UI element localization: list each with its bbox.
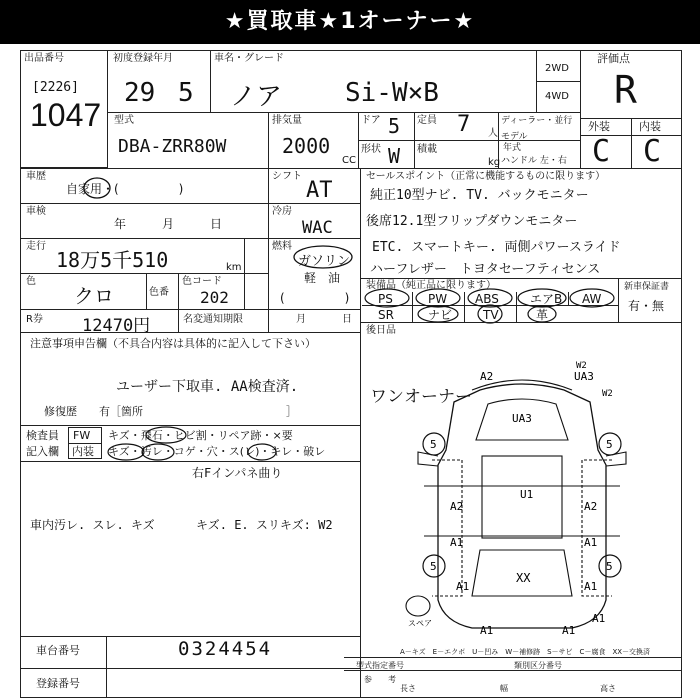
- svg-text:5: 5: [430, 560, 437, 573]
- inspector-circles: [104, 426, 354, 462]
- color-no-label: 色番: [149, 287, 169, 298]
- equip-aw: AW: [582, 292, 602, 306]
- km-label: km: [226, 262, 242, 273]
- kg-label: kg: [488, 157, 501, 168]
- color-label: 色: [26, 276, 36, 287]
- wd4-label: 4WD: [545, 91, 569, 102]
- shaken-date: 年 月 日: [114, 217, 223, 231]
- svg-text:A1: A1: [562, 624, 576, 637]
- wd2-label: 2WD: [545, 63, 569, 74]
- equip-pw: PW: [428, 292, 448, 306]
- exterior-value: C: [592, 134, 611, 169]
- svg-text:A2: A2: [450, 500, 464, 513]
- inspector-label: 検査員: [26, 429, 59, 442]
- name-change-day: 日: [342, 314, 352, 325]
- sales-point-1: 純正10型ナビ. TV. バックモニター: [370, 188, 589, 203]
- repair-history: 修復歴 有［箇所 ］: [44, 405, 297, 418]
- name-change-label: 名変通知期限: [183, 314, 243, 325]
- svg-text:A1: A1: [592, 612, 606, 625]
- svg-text:A2: A2: [480, 370, 494, 383]
- length-label: 長さ: [400, 684, 416, 693]
- model-name: ノア: [230, 82, 283, 112]
- fuel-circle: [292, 244, 354, 270]
- svg-text:A1: A1: [584, 580, 598, 593]
- mileage-value: 18万5千510: [56, 248, 169, 272]
- svg-text:UA3: UA3: [574, 370, 594, 383]
- lot-label: 出品番号: [24, 53, 64, 64]
- svg-text:XX: XX: [516, 571, 531, 585]
- capacity-label: 定員: [417, 115, 437, 126]
- sales-point-2: 後席12.1型フリップダウンモニター: [366, 214, 578, 229]
- type-designation-label: 型式指定番号: [356, 661, 404, 670]
- svg-text:UA3: UA3: [512, 412, 532, 425]
- equip-abs: ABS: [475, 292, 499, 306]
- fw-label: FW: [73, 429, 91, 442]
- model-type-label: 型式: [114, 115, 134, 126]
- history-options: 自家用・( ): [66, 182, 184, 196]
- aircon-label: 冷房: [272, 206, 292, 217]
- shaken-label: 車検: [26, 206, 46, 217]
- fw-items: キズ・飛石・ヒビ割・リペア跡・×要: [108, 429, 293, 442]
- svg-text:5: 5: [606, 438, 613, 451]
- interior-label: 内装: [639, 120, 661, 133]
- svg-text:スペア: スペア: [408, 619, 432, 628]
- one-owner-note: ワンオーナー: [370, 387, 472, 407]
- doors-label: ドア: [361, 115, 381, 126]
- fuel-light-label: 軽 油: [304, 271, 341, 285]
- person-label: 人: [488, 128, 498, 139]
- equip-ps: PS: [378, 292, 393, 306]
- warranty-label: 新車保証書: [624, 282, 670, 292]
- shift-value: AT: [306, 178, 333, 203]
- color-code-label: 色コード: [182, 276, 222, 287]
- year-label: 年式: [503, 143, 522, 153]
- model-year-label: モデル: [501, 132, 528, 142]
- reg-month: 5: [178, 78, 194, 108]
- sales-point-3: ETC. スマートキー. 両側パワースライド: [372, 240, 621, 255]
- load-label: 積載: [417, 144, 437, 155]
- equip-airbag: エアB: [530, 292, 563, 306]
- svg-text:W2: W2: [576, 361, 587, 371]
- first-reg-label: 初度登録年月: [113, 53, 173, 64]
- aircon-value: WAC: [302, 218, 333, 238]
- entry-label: 記入欄: [26, 445, 59, 458]
- width-label: 幅: [500, 684, 508, 693]
- caution-label: 注意事項申告欄（不具合内容は具体的に記入して下さい）: [30, 337, 316, 350]
- name-change-month: 月: [296, 314, 306, 325]
- svg-text:A1: A1: [456, 580, 470, 593]
- shape-label: 形状: [361, 144, 381, 155]
- cc-label: CC: [342, 155, 356, 166]
- equipment-circles: [362, 288, 618, 324]
- reference-label: 参 考: [364, 675, 396, 684]
- svg-text:A2: A2: [584, 500, 598, 513]
- header-banner: ★買取車★1オーナー★: [0, 0, 700, 44]
- interior-note-1: 右Fインパネ曲り: [192, 466, 283, 480]
- warranty-options: 有・無: [628, 299, 665, 313]
- damage-legend: A－キズ E－エクボ U－凹み W－補修跡 S－サビ C－腐食 XX－交換済: [400, 648, 651, 656]
- svg-text:A1: A1: [480, 624, 494, 637]
- displacement-label: 排気量: [272, 115, 302, 126]
- after-parts-label: 後日品: [366, 325, 396, 336]
- recycle-value: 12470円: [82, 316, 151, 336]
- sales-points-label: セールスポイント（正常に機能するものに限ります）: [366, 171, 606, 182]
- history-circle: [82, 176, 112, 200]
- svg-text:A1: A1: [450, 536, 464, 549]
- reg-year: 29: [124, 78, 156, 108]
- interior-note-3: キズ. E. スリキズ: W2: [196, 518, 333, 532]
- shift-label: シフト: [272, 171, 302, 182]
- dealer-label: ディーラー・並行: [501, 116, 573, 126]
- svg-text:U1: U1: [520, 488, 534, 501]
- svg-text:5: 5: [606, 560, 613, 573]
- height-label: 高さ: [600, 684, 616, 693]
- reg-no-label: 登録番号: [36, 677, 80, 690]
- doors-value: 5: [388, 114, 401, 138]
- handle-label: ハンドル 左・右: [501, 156, 567, 166]
- inside-label: 内装: [72, 445, 94, 458]
- mileage-label: 走行: [26, 241, 46, 252]
- fuel-paren: ( ): [280, 291, 350, 305]
- fuel-label: 燃料: [272, 241, 292, 252]
- category-no-label: 類別区分番号: [514, 661, 562, 670]
- equip-leather: 革: [536, 308, 549, 322]
- interior-value: C: [643, 134, 662, 169]
- recycle-label: R券: [26, 314, 43, 325]
- fuel-value: ガソリン: [298, 254, 351, 269]
- chassis-no-value: 0324454: [178, 638, 273, 660]
- sales-point-4: ハーフレザー トヨタセーフティセンス: [370, 262, 601, 277]
- chassis-no-label: 車台番号: [36, 644, 80, 657]
- grade: Si-W×B: [345, 78, 439, 108]
- color-value: クロ: [74, 284, 114, 308]
- interior-note-2: 車内汚レ. スレ. キズ: [30, 518, 155, 532]
- lot-prefix: [2226]: [32, 80, 79, 95]
- svg-text:5: 5: [430, 438, 437, 451]
- svg-text:A1: A1: [584, 536, 598, 549]
- shape-value: W: [388, 144, 401, 168]
- lot-number: 1047: [30, 97, 102, 133]
- interior-items: キズ・汚レ・コゲ・穴・ス(レ)・キレ・破レ: [108, 445, 326, 458]
- model-type-value: DBA-ZRR80W: [118, 136, 227, 157]
- equip-sr: SR: [378, 308, 394, 322]
- capacity-value: 7: [457, 112, 471, 137]
- equipment-label: 装備品（純正品に限ります）: [366, 280, 496, 291]
- model-grade-label: 車名・グレード: [214, 53, 284, 64]
- color-code-value: 202: [200, 288, 229, 307]
- caution-note: ユーザー下取車. AA検査済.: [116, 379, 299, 395]
- rating-label: 評価点: [597, 52, 630, 65]
- svg-text:W2: W2: [602, 389, 613, 399]
- car-diagram: [362, 360, 680, 640]
- history-label: 車歴: [26, 171, 46, 182]
- equip-tv: TV: [483, 308, 499, 322]
- exterior-label: 外装: [588, 120, 610, 133]
- equip-navi: ナビ: [428, 308, 453, 322]
- displacement-value: 2000: [282, 134, 331, 158]
- rating-value: R: [614, 68, 637, 112]
